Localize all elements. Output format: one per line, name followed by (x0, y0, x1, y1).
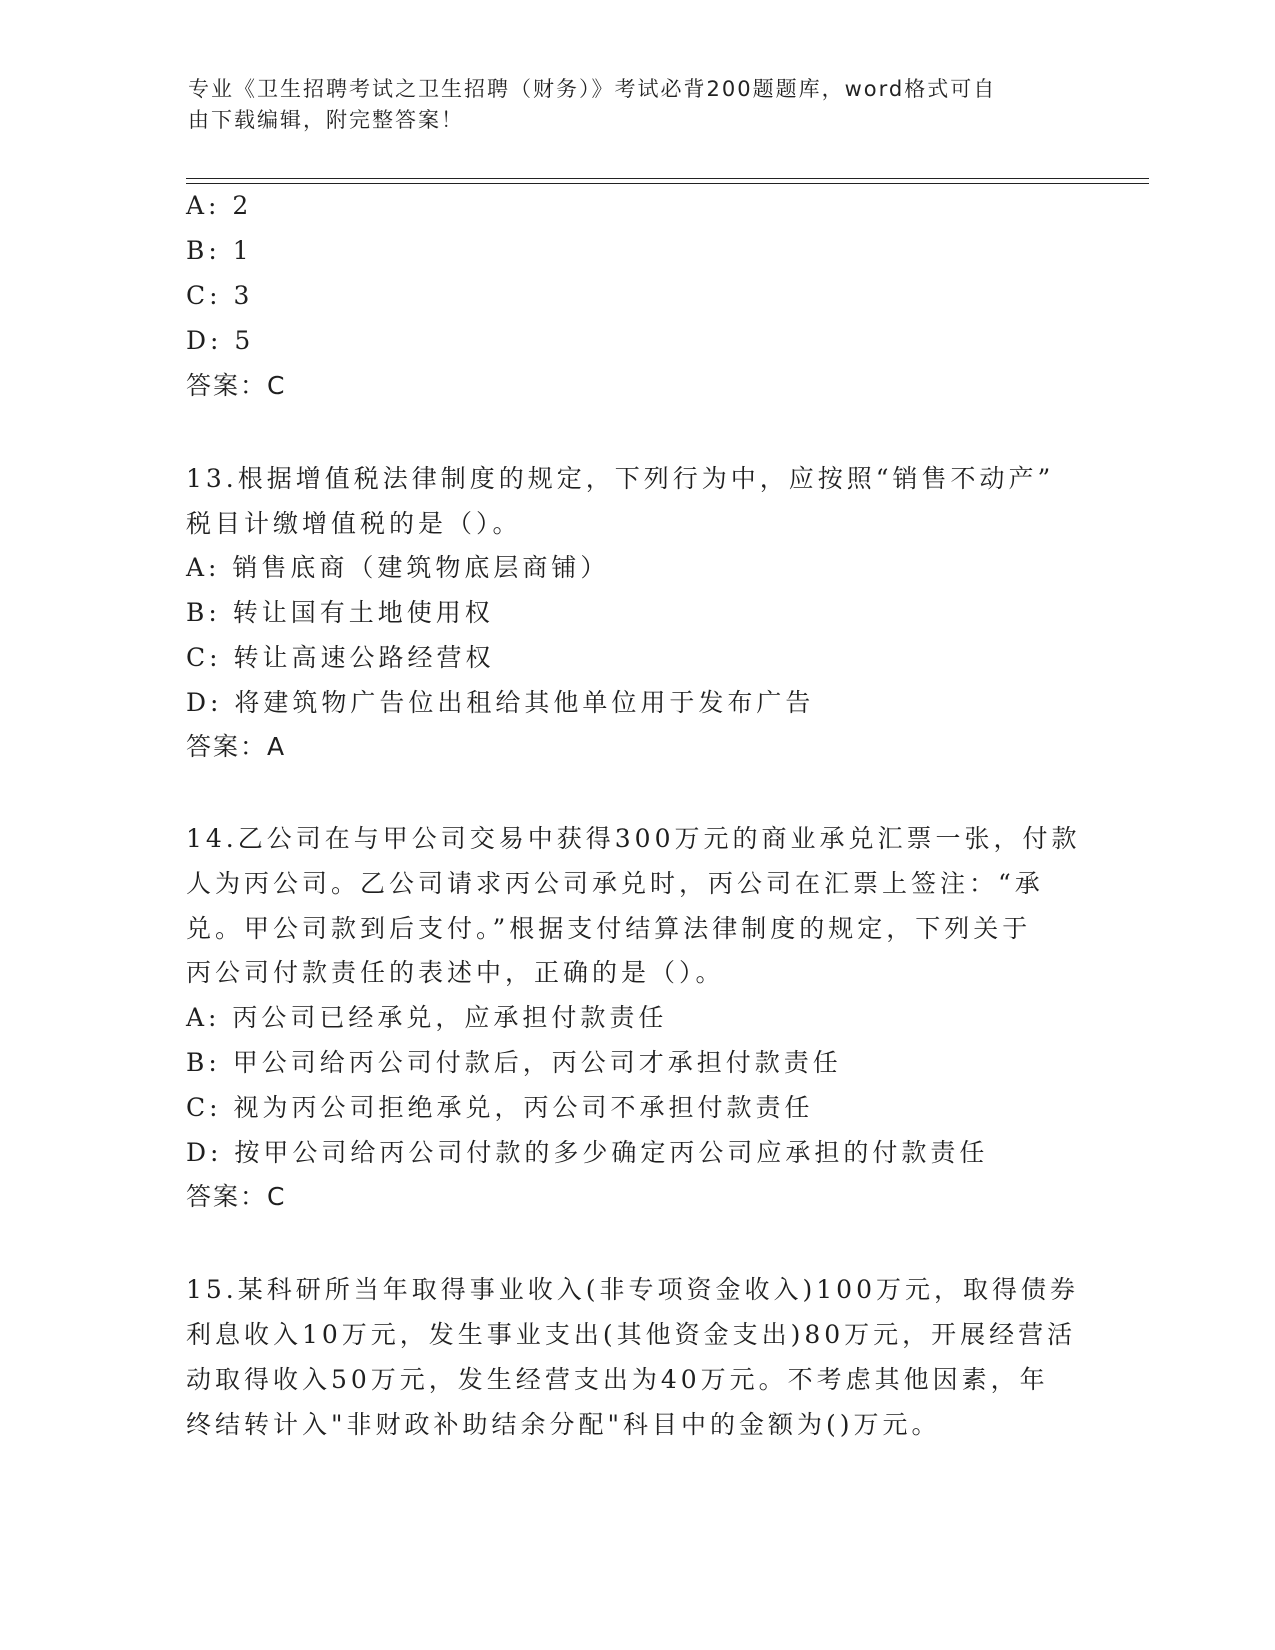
q13-option-c: C: 转让高速公路经营权 (186, 643, 495, 672)
q15-stem-line-4: 终结转计入"非财政补助结余分配"科目中的金额为()万元。 (186, 1410, 941, 1439)
q13-answer: 答案：A (186, 732, 287, 761)
header-rule-top (186, 178, 1149, 179)
q14-stem-line-4: 丙公司付款责任的表述中，正确的是（）。 (186, 958, 725, 987)
q14-stem-line-1: 14.乙公司在与甲公司交易中获得300万元的商业承兑汇票一张，付款 (186, 824, 1081, 853)
q12-option-d: D: 5 (186, 326, 255, 355)
q13-option-a: A: 销售底商（建筑物底层商铺） (186, 553, 610, 582)
q15-stem-line-1: 15.某科研所当年取得事业收入(非专项资金收入)100万元，取得债券 (186, 1275, 1079, 1304)
q13-option-d: D: 将建筑物广告位出租给其他单位用于发布广告 (186, 688, 815, 717)
q14-option-b: B: 甲公司给丙公司付款后，丙公司才承担付款责任 (186, 1048, 842, 1077)
q12-answer: 答案：C (186, 371, 287, 400)
q14-stem-line-2: 人为丙公司。乙公司请求丙公司承兑时，丙公司在汇票上签注：“承 (186, 869, 1044, 898)
q12-option-b: B: 1 (186, 236, 253, 265)
q13-option-b: B: 转让国有土地使用权 (186, 598, 494, 627)
header-line-2: 由下载编辑，附完整答案！ (188, 108, 464, 132)
q15-stem-line-3: 动取得收入50万元，发生经营支出为40万元。不考虑其他因素，年 (186, 1365, 1049, 1394)
q15-stem-line-2: 利息收入10万元，发生事业支出(其他资金支出)80万元，开展经营活 (186, 1320, 1077, 1349)
q14-option-c: C: 视为丙公司拒绝承兑，丙公司不承担付款责任 (186, 1093, 814, 1122)
q12-option-a: A: 2 (186, 191, 253, 220)
q12-option-c: C: 3 (186, 281, 254, 310)
header-line-1: 专业《卫生招聘考试之卫生招聘（财务）》考试必背200题题库，word格式可自 (188, 77, 997, 101)
document-header (188, 74, 1068, 136)
q13-stem-line-1: 13.根据增值税法律制度的规定，下列行为中，应按照“销售不动产” (186, 464, 1055, 493)
header-rule-bottom (186, 183, 1149, 184)
q14-option-d: D: 按甲公司给丙公司付款的多少确定丙公司应承担的付款责任 (186, 1138, 989, 1167)
q14-answer: 答案：C (186, 1182, 287, 1211)
q14-stem-line-3: 兑。甲公司款到后支付。”根据支付结算法律制度的规定，下列关于 (186, 914, 1032, 943)
q13-stem-line-2: 税目计缴增值税的是（）。 (186, 509, 522, 538)
q14-option-a: A: 丙公司已经承兑，应承担付款责任 (186, 1003, 668, 1032)
